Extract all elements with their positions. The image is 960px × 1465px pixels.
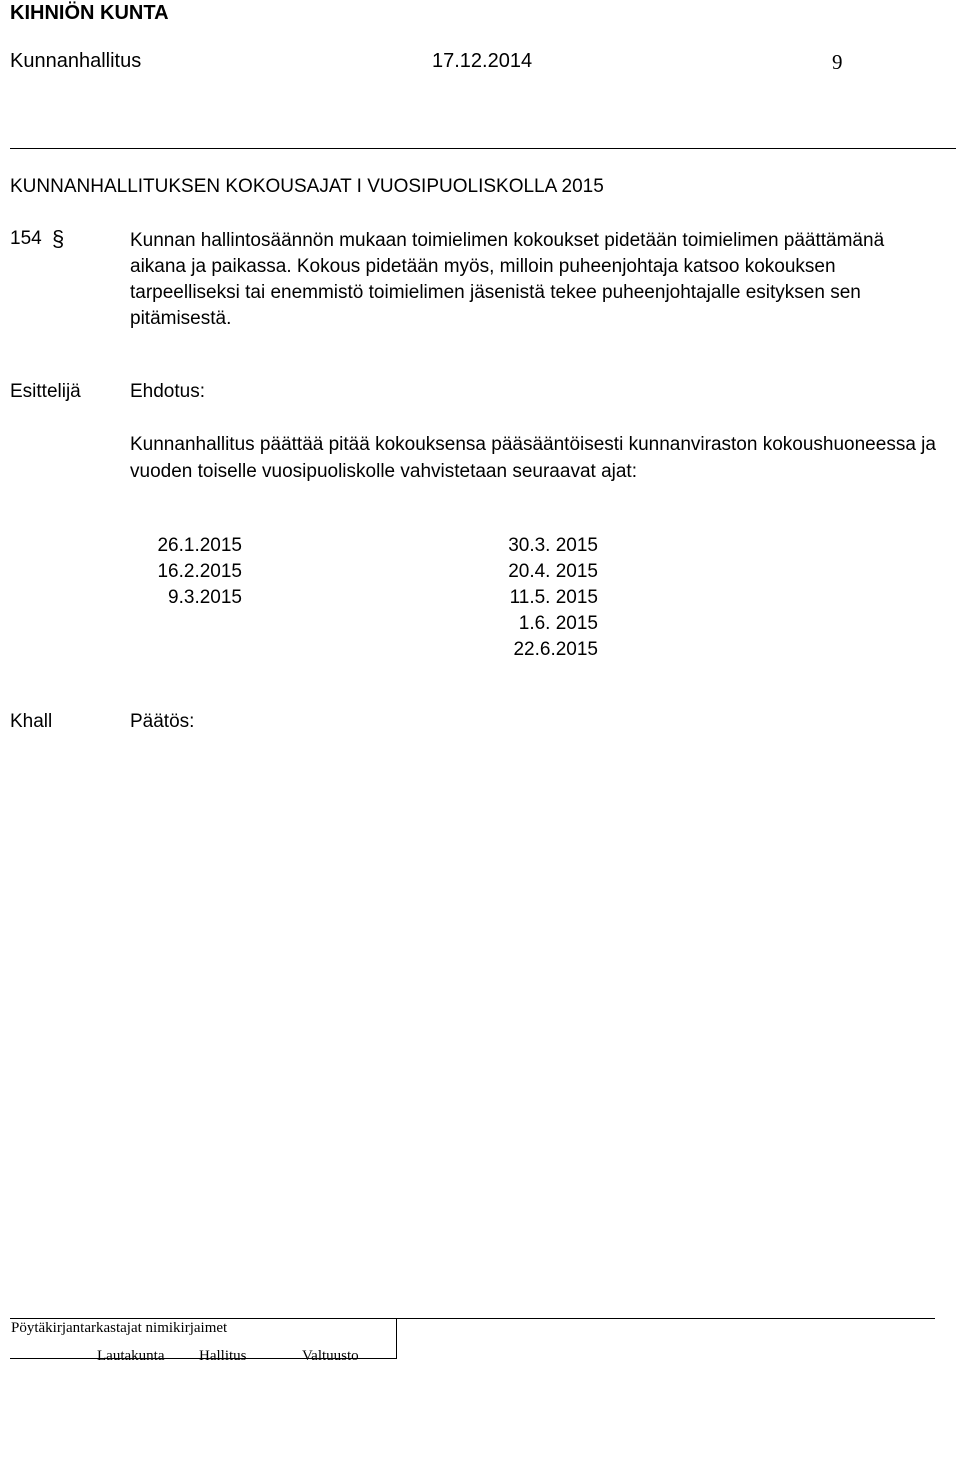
decision-body-label: Khall <box>10 711 53 732</box>
organization-name: KIHNIÖN KUNTA <box>10 2 169 24</box>
meeting-date-entry: 22.6.2015 <box>513 639 598 660</box>
meeting-date: 17.12.2014 <box>432 50 533 72</box>
item-text: Kunnan hallintosäännön mukaan toimielimen kokoukset pidetään toimielimen päättämänä aikana ja paikassa. Kokous pidetään myös, milloin puheenjohtaja katsoo kokouksen tarpeelliseksi tai enemmistö toimielimen jäsenistä tekee puheenjohtajalle esityksen sen pitämisestä. <box>130 230 885 329</box>
meeting-date-entry: 1.6. 2015 <box>518 613 598 634</box>
footer-column-valtuusto: Valtuusto <box>302 1348 359 1364</box>
proposal-text: Kunnanhallitus päättää pitää kokouksensa pääsääntöisesti kunnanviraston kokoushuoneessa ja vuoden toiselle vuosipuoliskolle vahvistetaan seuraavat ajat: <box>130 434 936 482</box>
page-number: 9 <box>832 50 843 74</box>
signatures-label: Pöytäkirjantarkastajat nimikirjaimet <box>11 1320 228 1336</box>
dates-column-2 <box>480 533 598 663</box>
meeting-date-entry: 20.4. 2015 <box>508 561 598 582</box>
presenter-label: Esittelijä <box>10 381 81 402</box>
body-name: Kunnanhallitus <box>10 50 142 72</box>
meeting-date-entry: 16.2.2015 <box>157 561 242 582</box>
meeting-date-entry: 11.5. 2015 <box>509 587 598 608</box>
dates-column-1 <box>130 533 242 611</box>
footer-column-lautakunta: Lautakunta <box>97 1348 165 1364</box>
footer-column-hallitus: Hallitus <box>199 1348 247 1364</box>
item-number: 154 <box>10 228 42 249</box>
section-symbol-icon: § <box>52 226 65 251</box>
meeting-date-entry: 9.3.2015 <box>168 587 242 608</box>
meeting-date-entry: 30.3. 2015 <box>508 535 598 556</box>
header-divider <box>10 148 956 149</box>
proposal-label: Ehdotus: <box>130 381 205 402</box>
meeting-date-entry: 26.1.2015 <box>157 535 242 556</box>
decision-label: Päätös: <box>130 711 195 732</box>
item-title: KUNNANHALLITUKSEN KOKOUSAJAT I VUOSIPUOLISKOLLA 2015 <box>10 176 604 197</box>
